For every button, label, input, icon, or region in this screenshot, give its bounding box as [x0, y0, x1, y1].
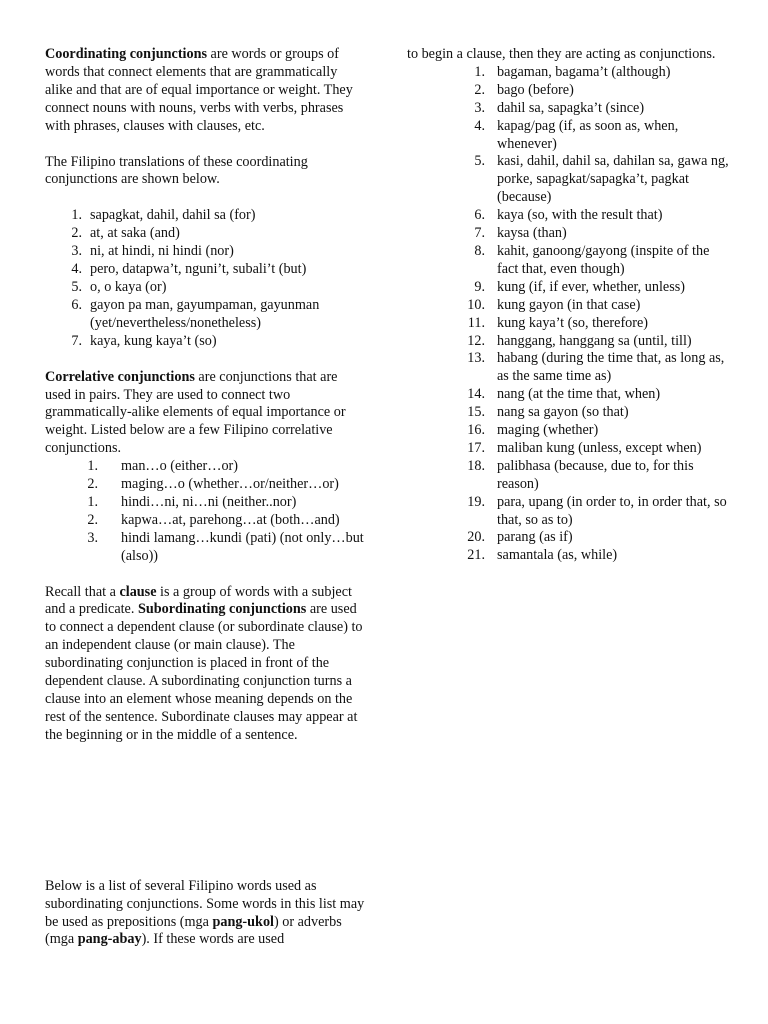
list-item-number: 16. [467, 422, 485, 439]
list-item-text: habang (during the time that, as long as, as the same time as) [497, 350, 725, 385]
list-item-number: 1. [71, 207, 82, 224]
list-item-text: nang (at the time that, when) [497, 386, 661, 403]
list-item-number: 3. [71, 243, 82, 260]
list-item-number: 11. [467, 314, 485, 331]
list-item-text: kapwa…at, parehong…at (both…and) [121, 511, 340, 528]
list-item-text: samantala (as, while) [497, 547, 618, 564]
list-item-text: maging (whether) [497, 422, 599, 439]
list-item-text: kahit, ganoong/gayong (inspite of the fact that, even though) [497, 242, 710, 277]
coordinating-text: are words or groups of words that connect elements that are grammatically alike and that are of equal importance or weight. They connect nouns with nouns, verbs with verbs, phrases with phrases, clauses with clauses, etc. [45, 46, 353, 134]
list-item-number: 8. [474, 242, 485, 259]
list-item-text: dahil sa, sapagka’t (since) [497, 99, 645, 116]
list-item-number: 12. [467, 332, 485, 349]
pang-abay-term: pang-abay [77, 931, 142, 948]
list-item [407, 529, 732, 547]
coordinating-term: Coordinating conjunctions [45, 46, 207, 62]
list-item-number: 15. [467, 404, 485, 421]
intro-text-c: ). If these words are used [141, 931, 285, 948]
list-item-number: 2. [71, 225, 82, 242]
correlative-text: are conjunctions that are used in pairs. They are used to connect two grammatically-alike elements of equal importance or weight. Listed below are a few Filipino correlative conjunctions. [45, 368, 346, 457]
correlative-paragraph [45, 369, 365, 459]
continued-paragraph: to begin a clause, then they are acting as conjunctions. [407, 46, 716, 62]
list-item [45, 279, 365, 297]
coordinating-list [45, 207, 365, 350]
right-column [407, 46, 732, 565]
list-item-number: 3. [87, 529, 98, 546]
list-item [45, 243, 365, 261]
list-item [407, 458, 732, 494]
list-item-text: maging…o (whether…or/neither…or) [121, 476, 339, 493]
list-item-text: kaysa (than) [497, 225, 567, 242]
list-item-text: pero, datapwa’t, nguni’t, subali’t (but) [90, 261, 307, 278]
list-item-number: 2. [87, 476, 98, 493]
list-item-text: kung kaya’t (so, therefore) [497, 314, 649, 331]
sub-text-c: are used to connect a dependent clause (or subordinate clause) to an independent clause (or main clause). The subordinating conjunction is placed in front of the dependent clause. A subordinating conjunction turns a clause into an element whose meaning depends on the rest of the sentence. Subordinate clauses may appear at the beginning or in the middle of a sentence. [45, 601, 363, 743]
list-item-number: 2. [87, 511, 98, 528]
sub-text-b: is a group of words with a subject and a predicate. [45, 583, 352, 618]
list-item-number: 13. [467, 350, 485, 367]
list-item-number: 2. [474, 81, 485, 98]
list-item-text: kaya, kung kaya’t (so) [90, 332, 217, 349]
list-item-text: at, at saka (and) [90, 225, 180, 242]
list-item-number: 19. [467, 493, 485, 510]
list-item [45, 530, 365, 566]
list-item [407, 153, 732, 207]
list-item-number: 6. [474, 207, 485, 224]
subordinating-paragraph [45, 584, 365, 745]
intro-text-a: Below is a list of several Filipino words used as subordinating conjunctions. Some words in this list may be used as prepositions (mga [45, 877, 365, 930]
list-item [45, 512, 365, 530]
list-item-text: bagaman, bagama’t (although) [497, 63, 671, 80]
list-item [407, 225, 732, 243]
list-intro-paragraph [45, 878, 365, 950]
pang-ukol-term: pang-ukol [212, 913, 274, 930]
list-item-number: 7. [474, 225, 485, 242]
list-item-text: maliban kung (unless, except when) [497, 439, 702, 456]
list-item-text: kaya (so, with the result that) [497, 207, 663, 224]
list-item [407, 297, 732, 315]
list-item-text: parang (as if) [497, 529, 573, 546]
list-item [45, 476, 365, 494]
list-item-number: 5. [474, 153, 485, 170]
list-item-number: 5. [71, 278, 82, 295]
list-item-number: 7. [71, 332, 82, 349]
coordinating-paragraph [45, 46, 365, 136]
list-item-text: man…o (either…or) [121, 458, 239, 475]
list-item [407, 118, 732, 154]
list-item-number: 4. [474, 117, 485, 134]
list-item-number: 18. [467, 457, 485, 474]
list-item-number: 6. [71, 296, 82, 313]
list-item-text: kung gayon (in that case) [497, 296, 641, 313]
list-item-text: kasi, dahil, dahil sa, dahilan sa, gawa ng, porke, sapagkat/sapagka’t, pagkat (because) [497, 153, 729, 206]
list-item [407, 547, 732, 565]
list-item-number: 1. [474, 63, 485, 80]
list-item-number: 1. [87, 493, 98, 510]
list-item [45, 458, 365, 476]
list-item-text: gayon pa man, gayumpaman, gayunman (yet/nevertheless/nonetheless) [90, 296, 320, 331]
list-item [407, 243, 732, 279]
list-item-number: 14. [467, 386, 485, 403]
list-item-text: bago (before) [497, 81, 574, 98]
list-item-number: 4. [71, 261, 82, 278]
list-item [45, 333, 365, 351]
list-item [407, 100, 732, 118]
list-item [407, 315, 732, 333]
left-column [45, 46, 365, 949]
list-item [407, 350, 732, 386]
list-item [407, 82, 732, 100]
translations-intro: The Filipino translations of these coordinating conjunctions are shown below. [45, 153, 308, 188]
list-item [407, 279, 732, 297]
list-item [407, 386, 732, 404]
list-item [45, 207, 365, 225]
list-item-text: para, upang (in order to, in order that, so that, so as to) [497, 493, 727, 528]
list-item-number: 3. [474, 99, 485, 116]
list-item [407, 64, 732, 82]
list-item-text: o, o kaya (or) [90, 278, 167, 295]
list-item-text: hindi…ni, ni…ni (neither..nor) [121, 493, 297, 510]
list-item-number: 9. [474, 278, 485, 295]
list-item [407, 494, 732, 530]
list-item-text: ni, at hindi, ni hindi (nor) [90, 243, 234, 260]
list-item [407, 422, 732, 440]
list-item-number: 20. [467, 529, 485, 546]
correlative-list [45, 458, 365, 565]
list-item [45, 261, 365, 279]
list-item-text: hanggang, hanggang sa (until, till) [497, 332, 692, 349]
clause-term: clause [119, 583, 157, 600]
list-item [407, 440, 732, 458]
list-item [407, 404, 732, 422]
list-item [407, 207, 732, 225]
list-item-number: 17. [467, 439, 485, 456]
list-item-number: 1. [87, 458, 98, 475]
list-item-text: kapag/pag (if, as soon as, when, whenever) [497, 117, 679, 152]
list-item-text: sapagkat, dahil, dahil sa (for) [90, 207, 256, 224]
list-item [407, 333, 732, 351]
list-item-text: palibhasa (because, due to, for this reason) [497, 457, 694, 492]
correlative-term: Correlative conjunctions [45, 368, 195, 385]
list-item-number: 10. [467, 296, 485, 313]
subordinating-list [407, 64, 732, 565]
list-item-number: 21. [467, 547, 485, 564]
subordinating-term: Subordinating conjunctions [137, 601, 307, 618]
list-item [45, 297, 365, 333]
list-item [45, 494, 365, 512]
list-item [45, 225, 365, 243]
sub-text-a: Recall that a [45, 583, 120, 600]
list-item-text: hindi lamang…kundi (pati) (not only…but (also)) [121, 529, 364, 564]
list-item-text: nang sa gayon (so that) [497, 404, 629, 421]
list-item-text: kung (if, if ever, whether, unless) [497, 278, 685, 295]
intro-text-b: ) or adverbs (mga [45, 913, 342, 948]
